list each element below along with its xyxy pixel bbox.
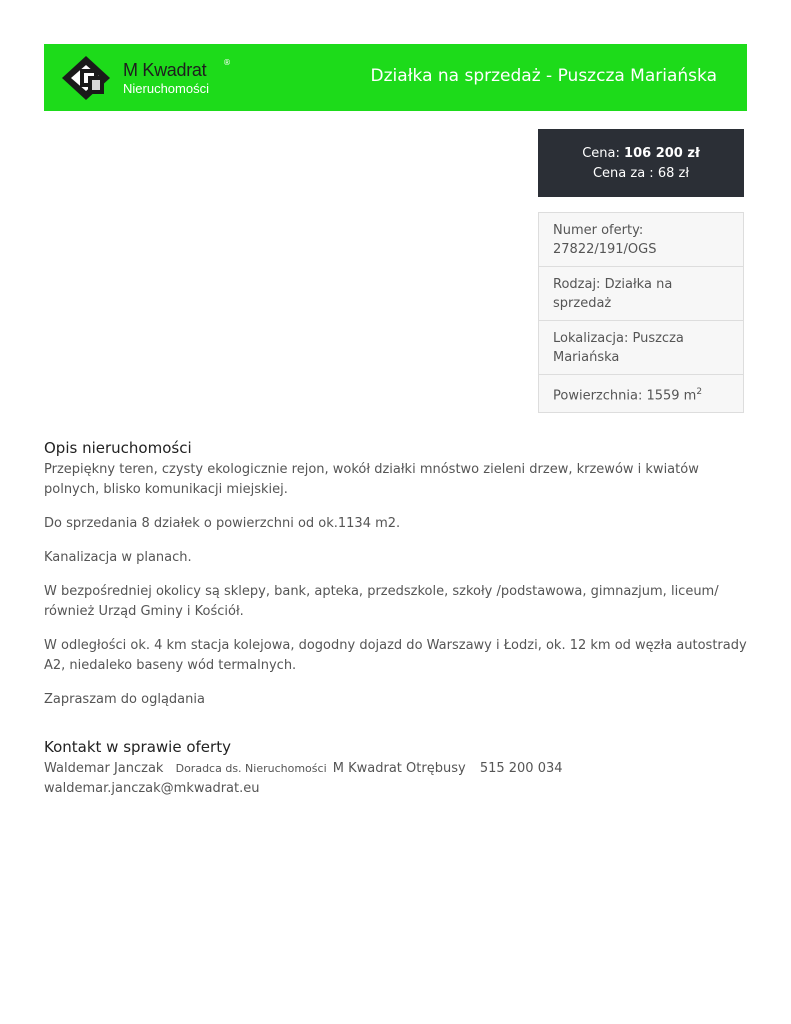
price-value: 106 200 zł [624,146,700,161]
agent-role: Doradca ds. Nieruchomości [175,762,327,775]
price-per-unit: Cena za : 68 zł [592,166,690,181]
logo-subtitle: Nieruchomości [123,81,209,96]
description-paragraph: Zapraszam do oglądania [44,692,205,707]
description-paragraph: W odległości ok. 4 km stacja kolejowa, dogodny dojazd do Warszawy i Łodzi, ok. 12 km od węzła autostrady A2, niedaleko baseny wód termalnych. [44,638,747,673]
agent-name: Waldemar Janczak [44,761,164,776]
detail-area-label: Powierzchnia: 1559 m [553,388,697,404]
description-body [44,460,749,724]
description-paragraph: Do sprzedania 8 działek o powierzchni od ok.1134 m2. [44,516,401,531]
listing-title: Działka na sprzedaż - Puszcza Mariańska [370,66,717,86]
page-header [44,44,747,111]
description-heading: Opis nieruchomości [44,439,192,457]
detail-location: Lokalizacja: Puszcza Mariańska [539,321,743,375]
price-box [538,129,744,197]
agency-name: M Kwadrat Otrębusy [332,761,466,776]
offer-details-list [538,212,744,413]
description-paragraph: Przepiękny teren, czysty ekologicznie rejon, wokół działki mnóstwo zieleni drzew, krzewów i kwiatów polnych, blisko komunikacji miejskiej. [44,462,699,497]
description-paragraph: Kanalizacja w planach. [44,550,192,565]
contact-line [44,759,563,779]
contact-heading: Kontakt w sprawie oferty [44,738,231,756]
price-line [538,146,744,161]
description-paragraph: W bezpośredniej okolicy są sklepy, bank, apteka, przedszkole, szkoły /podstawowa, gimnazjum, liceum/ również Urząd Gminy i Kościół. [44,584,719,619]
logo-mark-icon [58,52,118,104]
detail-area [539,375,743,412]
agent-phone-link[interactable]: 515 200 034 [479,761,563,776]
logo-brand-text: M Kwadrat [123,60,207,80]
contact-block [44,759,563,799]
detail-type: Rodzaj: Działka na sprzedaż [539,267,743,321]
detail-area-unit-sup: 2 [696,387,703,397]
price-label: Cena: [582,146,620,161]
logo-registered-mark: ® [223,58,231,67]
agent-email-link[interactable]: waldemar.janczak@mkwadrat.eu [44,781,260,796]
detail-offer-number: Numer oferty: 27822/191/OGS [539,213,743,267]
company-logo[interactable] [58,52,231,104]
